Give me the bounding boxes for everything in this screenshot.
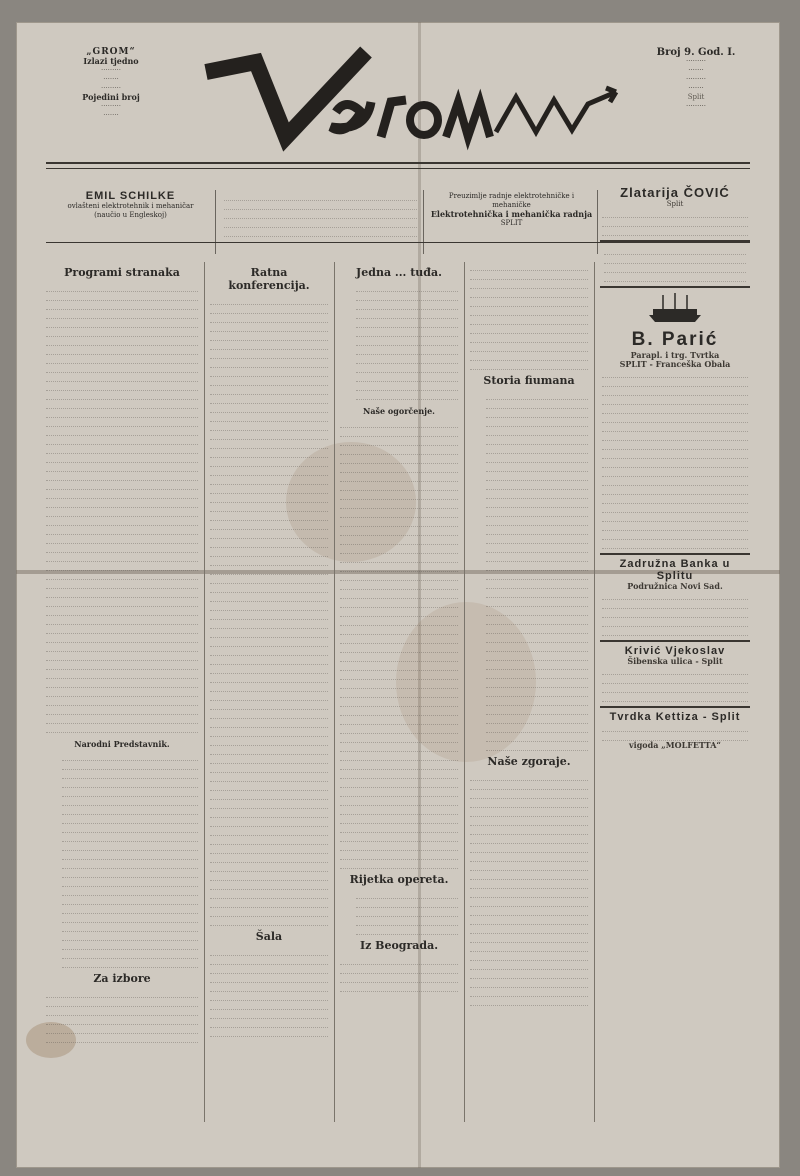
article-title-storia: Storia fiumana [483,374,575,387]
ad-tvrdka-text [602,723,748,741]
article-title-jedna: Jedna ... tuđa. [356,266,442,279]
issue-number: Broj 9. God. I. [656,47,736,58]
ad-tvrdka [600,708,750,754]
ad-zlatarija-name: Zlatarija ČOVIĆ [620,185,730,200]
ear-left-price: Pojedini broj [82,92,140,102]
article-title-programi: Programi stranaka [64,266,180,279]
ad-krivic [600,642,750,708]
ad-workshop-name: Elektrotehnička i mehanička radnja [430,209,593,219]
ear-right-city: Split [687,93,705,101]
ad-paric-line1: Parapl. i trg. Tvrtka [630,350,720,360]
masthead [46,42,756,192]
ad-schilke-line1: ovlašteni elektrotehnik i mehaničar [67,202,194,210]
poem-body [470,391,588,751]
ear-left-title: „GROM“ [86,47,136,57]
column-rule [204,262,205,1122]
column-rule [464,262,465,1122]
poem-body [46,752,198,968]
ad-zadruzna [600,555,750,642]
article-body [46,989,198,1043]
ad-paric-text [602,369,748,549]
ads-column [600,182,750,1122]
column-rule [334,262,335,1122]
poem-body [340,283,458,400]
ad-zlatarija-city: Split [666,200,684,208]
article-title-za-izbore: Za izbore [93,972,151,985]
ear-right-filler: ········· ······· ········· ······· [685,57,707,92]
ad-workshop-line1: Preuzimlje radnje elektrotehničke i mehaničke [448,192,575,209]
article-body [210,296,328,926]
newspaper-page [16,22,780,1168]
column-2 [210,262,328,1142]
grom-logo [196,42,646,172]
ad-schilke-line2: (naučio u Engleskoj) [94,211,167,219]
ad-zadruzna-line: Podružnica Novi Sad. [627,581,723,591]
article-body [46,283,198,733]
masthead-ear-left [46,48,176,120]
ad-schilke-name: EMIL SCHILKE [85,190,176,202]
ad-workshop [426,190,598,254]
article-title-ratna: Ratna konferencija. [228,266,310,292]
ship-icon [645,291,705,325]
article-body [470,772,588,1006]
ad-krivic-text [602,666,748,702]
article-title-sala: Šala [255,930,283,943]
ear-left-subtitle: Izlazi tjedno [83,56,139,66]
ad-zlatarija [600,182,750,242]
article-body [210,947,328,1037]
ad-strip-middle-text [224,192,417,237]
ad-krivic-line: Šibenska ulica - Split [627,656,723,666]
ad-krivic-name: Krivić Vjekoslav [624,645,726,657]
ad-paric-name: B. Parić [631,329,719,350]
column-4 [470,262,588,1142]
ad-workshop-city: SPLIT [500,219,523,227]
ad-paric-line2: SPLIT - Franceška Obala [619,359,731,369]
column-rule [594,262,595,1122]
ad-zadruzna-name: Zadružna Banka u Splitu [619,558,731,582]
article-title-opereta: Rijetka opereta. [349,873,449,886]
column-3 [340,262,458,1142]
article-title-beograd: Iz Beograda. [359,939,439,952]
ad-zadruzna-text [602,591,748,636]
ear-left-filler: ········· ······· [100,102,122,119]
ear-right-filler: ········· [685,102,707,110]
article-body [470,262,588,370]
ad-tvrdka-name: Tvrdka Kettiza - Split [609,711,741,723]
ear-left-filler: ········· ······· ········· [100,66,122,92]
ad-schilke [46,190,216,254]
poem-body [340,890,458,935]
poem-title: Narodni Predstavnik. [74,739,170,749]
ad-strip-middle [218,190,424,254]
ad-small [600,242,750,288]
masthead-rule [46,162,750,164]
article-body [340,956,458,992]
ad-paric [600,288,750,555]
ad-zlatarija-text [602,209,748,236]
masthead-ear-right [636,48,756,111]
article-title-zgoraje: Naše zgoraje. [487,755,571,768]
article-title-ogorcenje: Naše ogorčenje. [363,406,435,416]
article-body [340,419,458,869]
column-1 [46,262,198,1142]
masthead-rule [46,168,750,169]
ad-tvrdka-line: vigoda „MOLFETTA“ [629,740,721,750]
